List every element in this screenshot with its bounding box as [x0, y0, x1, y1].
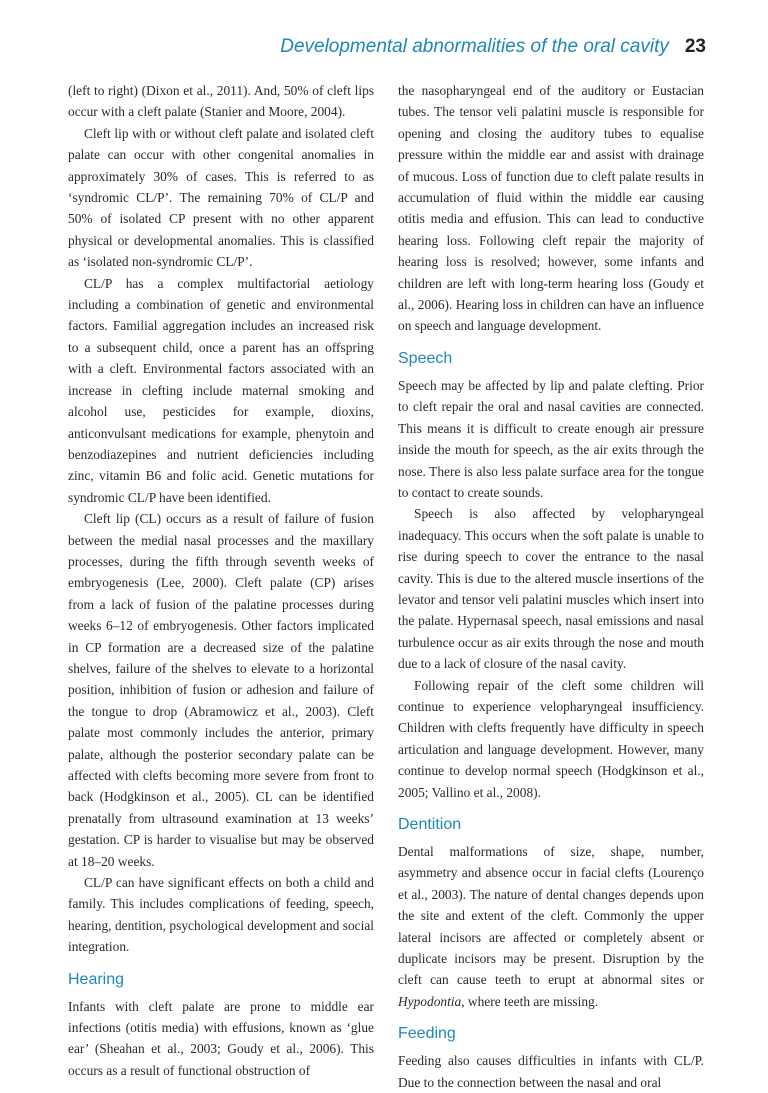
- paragraph: CL/P can have significant effects on both a child and family. This includes complications of feeding, speech, hearing, dentition, psychological development and social integration.: [68, 875, 374, 955]
- left-column: [68, 80, 374, 1081]
- paragraph: Cleft lip with or without cleft palate and isolated cleft palate can occur with other congenital anomalies in approximately 30% of cases. This is referred to as ‘syndromic CL/P’. The remaining 70% of CL/P and 50% of isolated CP present with no other apparent physical or developmental anomalies. This is classified as ‘isolated non-syndromic CL/P’.: [68, 125, 374, 270]
- paragraph: (left to right) (Dixon et al., 2011). And, 50% of cleft lips occur with a cleft palate (Stanier and Moore, 2004).: [68, 83, 374, 120]
- paragraph: Infants with cleft palate are prone to middle ear infections (otitis media) with effusions, known as ‘glue ear’ (Sheahan et al., 2003; Goudy et al., 2006). This occurs as a result of functional obstruction of: [68, 998, 374, 1078]
- paragraph: Speech is also affected by velopharyngeal inadequacy. This occurs when the soft palate is unable to rise during speech to cover the entrance to the nasal cavity. This is due to the altered muscle insertions of the levator and tensor veli palatini muscles which insert into the palate. Hypernasal speech, nasal emissions and nasal turbulence occur as air exits through the nose and mouth due to a lack of closure of the nasal cavity.: [398, 506, 704, 672]
- section-heading-dentition: Dentition: [398, 816, 462, 833]
- section-heading-speech: Speech: [398, 349, 453, 367]
- section-heading-feeding: Feeding: [398, 1025, 456, 1043]
- right-column: [398, 80, 704, 1093]
- running-header: [280, 36, 706, 58]
- paragraph: Cleft lip (CL) occurs as a result of failure of fusion between the medial nasal processes and the maxillary processes, during the fifth through seventh weeks of embryogenesis (Lee, 2000). Cleft palate (CP) arises from a lack of fusion of the palatine processes during weeks 6–12 of embryogenesis. Other factors implicated in CP formation are a decreased size of the palatine shelves, failure of the shelves to elevate to a horizontal position, inhibition of fusion or adhesion and failure of the tongue to drop (Abramowicz et al., 2003). Cleft palate most commonly includes the anterior, primary palate, although the posterior secondary palate can be affected with clefts becoming more severe from front to back (Hodgkinson et al., 2005). CL can be identified prenatally from ultrasound examination at 13 weeks’ gestation. CP is harder to visualise but may be observed at 18–20 weeks.: [68, 511, 374, 869]
- running-title: Developmental abnormalities of the oral cavity: [280, 36, 669, 57]
- paragraph: Feeding also causes difficulties in infants with CL/P. Due to the connection between the nasal and oral: [398, 1053, 704, 1090]
- section-heading-hearing: Hearing: [68, 970, 125, 988]
- paragraph: Speech may be affected by lip and palate clefting. Prior to cleft repair the oral and nasal cavities are connected. This means it is difficult to create enough air pressure inside the mouth for speech, as the air exits through the nose. There is also less palate surface area for the tongue to contact to create sounds.: [398, 377, 704, 500]
- paragraph: CL/P has a complex multifactorial aetiology including a combination of genetic and environmental factors. Familial aggregation includes an increased risk to a subsequent child, once a parent has an offspring with a cleft. Environmental factors associated with an increase in clefting include maternal smoking and alcohol use, pesticides for example, dioxins, anticonvulsant medications for example, phenytoin and benzodiazepines and nutrient deficiencies including zinc, vitamin B6 and folic acid. Genetic mutations for syndromic CL/P have been identified.: [68, 275, 374, 505]
- text-run: , where teeth are missing.: [461, 993, 599, 1009]
- italic-term: Hypodontia: [398, 993, 462, 1009]
- paragraph: the nasopharyngeal end of the auditory or Eustacian tubes. The tensor veli palatini muscle is responsible for opening and closing the auditory tubes to equalise pressure within the middle ear and assist with drainage of mucous. Loss of function due to cleft palate results in accumulation of fluid within the middle ear causing otitis media and effusion. This can lead to conductive hearing loss. Following cleft repair the majority of hearing loss is resolved; however, some infants and children are left with long-term hearing loss (Goudy et al., 2006). Hearing loss in children can have an influence on speech and language development.: [398, 83, 704, 334]
- page-number: 23: [684, 36, 706, 57]
- paragraph: Following repair of the cleft some children will continue to experience velopharyngeal insufficiency. Children with clefts frequently have difficulty in speech articulation and language development. However, many continue to develop normal speech (Hodgkinson et al., 2005; Vallino et al., 2008).: [398, 677, 704, 800]
- text-run: Dental malformations of size, shape, number, asymmetry and absence occur in facial clefts (Lourenço et al., 2003). The nature of dental changes depends upon the site and extent of the cleft. Commonly the upper lateral incisors are affected or completely absent or duplicate incisors may be present. Disruption by the cleft can cause teeth to erupt at abnormal sites or: [398, 844, 704, 988]
- paragraph: [398, 841, 704, 1012]
